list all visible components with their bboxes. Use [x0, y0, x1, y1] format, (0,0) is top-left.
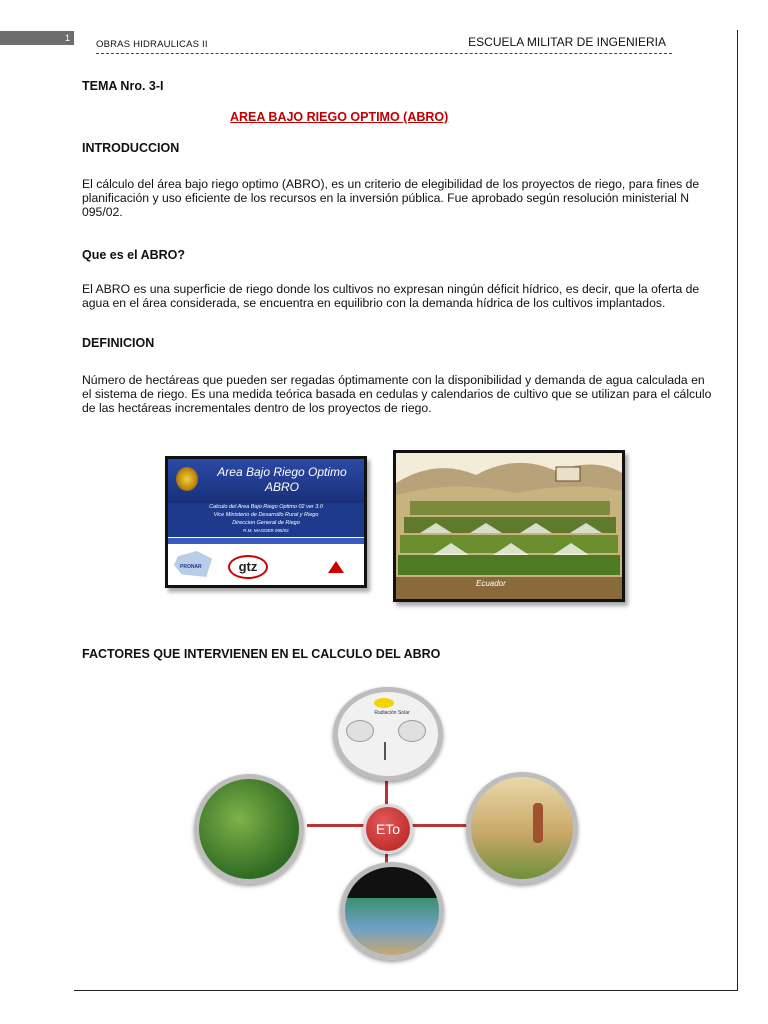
- wind-icon: [398, 720, 426, 742]
- software-ticker: [168, 538, 364, 544]
- que-paragraph: El ABRO es una superficie de riego donde los cultivos no expresan ningún déficit hídrico, es decir, que la oferta de agua en el área considerada, se encuentra en equilibrio con la demanda hídrica de los cultivos implantados.: [82, 282, 700, 310]
- software-sub-2: Vice Ministerio de Desarrollo Rural y Riego: [213, 512, 319, 518]
- farmer-figure-icon: [533, 803, 543, 843]
- definition-paragraph: Número de hectáreas que pueden ser regadas óptimamente con la disponibilidad y demanda de agua calculada en el sistema de riego. Es una medida teórica basada en cedulas y calendarios de cultivo que se utilizan para el cálculo de las hectáreas incrementales dentro de los proyectos de riego.: [82, 373, 712, 415]
- page-number: 1: [64, 33, 70, 43]
- abro-software-image: [165, 456, 367, 588]
- gtz-logo: gtz: [228, 555, 268, 579]
- software-title-1: Area Bajo Riego Optimo: [217, 465, 347, 479]
- farmer-irrigation-circle: [466, 772, 578, 884]
- irrigation-illustration: [396, 453, 622, 599]
- software-sub-3: Direccion General de Riego: [232, 520, 300, 526]
- coat-of-arms-icon: [176, 467, 198, 491]
- page-number-tab: [0, 31, 74, 45]
- page-title: AREA BAJO RIEGO OPTIMO (ABRO): [230, 110, 449, 124]
- header-school: ESCUELA MILITAR DE INGENIERIA: [468, 35, 666, 49]
- crops-circle: [194, 774, 304, 884]
- header-divider: [96, 53, 672, 54]
- definition-heading: DEFINICION: [82, 336, 155, 350]
- irrigation-field-image: [393, 450, 625, 602]
- software-sub-1: Calculo del Area Bajo Riego Optimo 02 ver 3.0: [209, 504, 323, 510]
- que-heading: Que es el ABRO?: [82, 248, 186, 262]
- intro-heading: INTRODUCCION: [82, 141, 180, 155]
- soil-water-circle: [340, 862, 444, 960]
- sun-icon: [374, 698, 394, 708]
- intro-paragraph: El cálculo del área bajo riego optimo (ABRO), es un criterio de elegibilidad de los proyectos de riego, para fines de planificación y uso eficiente de los recursos en la inversión pública. Fue aprobado según resolución ministerial N 095/02.: [82, 177, 700, 219]
- climate-factors-circle: [333, 687, 443, 781]
- software-title-2: ABRO: [264, 480, 299, 494]
- header-course: OBRAS HIDRAULICAS II: [96, 39, 208, 50]
- climate-label: Radiación Solar: [374, 710, 410, 716]
- cloud-icon: [346, 720, 374, 742]
- eto-center-node: ETo: [363, 804, 413, 854]
- thermometer-icon: [384, 742, 386, 760]
- factors-heading: FACTORES QUE INTERVIENEN EN EL CALCULO DEL ABRO: [82, 647, 441, 661]
- topic-heading: TEMA Nro. 3-I: [82, 79, 164, 93]
- pronar-logo: PRONAR: [180, 564, 202, 570]
- piramide-logo-icon: [328, 561, 344, 573]
- software-sub-4: R.M. MAGDER 095/02: [243, 528, 289, 533]
- field-image-caption: Ecuador: [476, 579, 506, 588]
